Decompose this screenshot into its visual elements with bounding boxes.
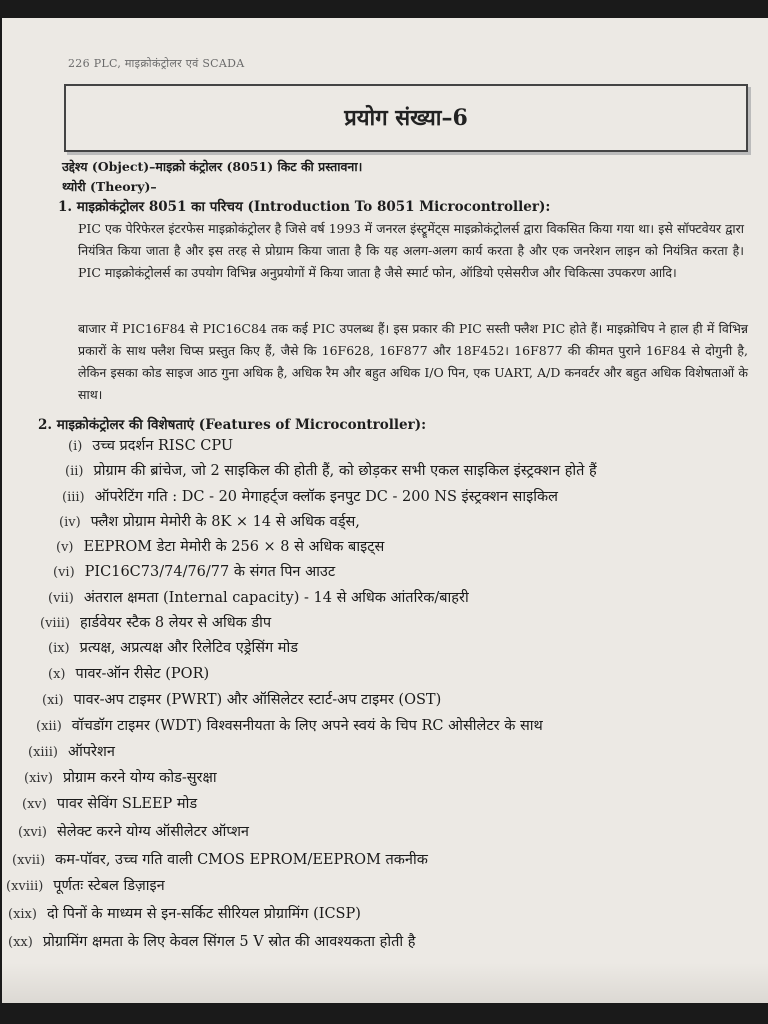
feature-text: प्रोग्रामिंग क्षमता के लिए केवल सिंगल 5 V स्रोत की आवश्यकता होती है — [42, 934, 416, 950]
feature-item — [48, 638, 298, 659]
feature-text: कम-पॉवर, उच्च गति वाली CMOS EPROM/EEPROM तकनीक — [55, 852, 428, 868]
feature-item — [28, 742, 115, 763]
feature-item — [12, 850, 428, 871]
section1-paragraph-2: बाजार में PIC16F84 से PIC16C84 तक कई PIC उपलब्ध हैं। इस प्रकार की PIC सस्ती फ्लैश PIC होते हैं। माइक्रोचिप ने हाल ही में विभिन्न प्रकारों के साथ फ्लैश चिप्स प्रस्तुत किए हैं, जैसे कि 16F628, 16F877 और 18F452। 16F877 की कीमत पुराने 16F84 से दोगुनी है, लेकिन इसका कोड साइज आठ गुना अधिक है, अधिक रैम और बहुत अधिक I/O पिन, एक UART, A/D कनवर्टर और बहुत अधिक विशेषताओं के साथ। — [78, 321, 748, 402]
feature-number: (ii) — [65, 464, 84, 479]
feature-text: फ्लैश प्रोग्राम मेमोरी के 8K × 14 से अधिक वर्ड्स, — [90, 514, 360, 530]
feature-item — [8, 904, 361, 925]
feature-text: प्रोग्राम करने योग्य कोड-सुरक्षा — [62, 770, 217, 786]
feature-text: ऑपरेटिंग गति : DC - 20 मेगाहर्ट्ज क्लॉक इनपुट DC - 200 NS इंस्ट्रक्शन साइकिल — [94, 489, 558, 505]
feature-item — [42, 690, 441, 711]
feature-number: (i) — [68, 439, 83, 454]
objective-line: उद्देश्य (Object)–माइक्रो कंट्रोलर (8051) किट की प्रस्तावना। — [62, 159, 363, 174]
feature-number: (xiii) — [28, 745, 58, 760]
feature-item — [36, 716, 543, 737]
feature-number: (xi) — [42, 693, 64, 708]
feature-item — [48, 664, 209, 685]
feature-text: प्रोग्राम की ब्रांचेज, जो 2 साइकिल की होती हैं, को छोड़कर सभी एकल साइकिल इंस्ट्रक्शन होते हैं — [93, 463, 597, 479]
feature-number: (xviii) — [6, 879, 44, 894]
page-bottom-shadow — [2, 963, 768, 1003]
feature-number: (xv) — [22, 797, 47, 812]
feature-text: हार्डवेयर स्टैक 8 लेयर से अधिक डीप — [79, 615, 272, 631]
feature-item — [22, 794, 197, 815]
feature-item — [40, 613, 271, 634]
feature-number: (ix) — [48, 641, 70, 656]
feature-item — [48, 588, 469, 609]
section1-heading: 1. माइक्रोकंट्रोलर 8051 का परिचय (Introduction To 8051 Microcontroller): — [58, 199, 551, 215]
feature-text: PIC16C73/74/76/77 के संगत पिन आउट — [84, 564, 336, 580]
feature-number: (xvii) — [12, 853, 46, 868]
feature-text: पावर-ऑन रीसेट (POR) — [75, 666, 210, 682]
feature-text: पावर-अप टाइमर (PWRT) और ऑसिलेटर स्टार्ट-अप टाइमर (OST) — [73, 692, 442, 708]
feature-text: पूर्णतः स्टेबल डिज़ाइन — [53, 878, 165, 894]
feature-item — [65, 461, 597, 482]
running-head: 226 PLC, माइक्रोकंट्रोलर एवं SCADA — [68, 57, 245, 70]
feature-text: प्रत्यक्ष, अप्रत्यक्ष और रिलेटिव एड्रेसिंग मोड — [79, 640, 298, 656]
page-title: प्रयोग संख्या–6 — [344, 105, 468, 131]
feature-number: (xvi) — [18, 825, 47, 840]
feature-number: (x) — [48, 667, 66, 682]
feature-number: (xii) — [36, 719, 62, 734]
feature-text: वॉचडॉग टाइमर (WDT) विश्वसनीयता के लिए अपने स्वयं के चिप RC ओसीलेटर के साथ — [71, 718, 543, 734]
feature-number: (iii) — [62, 490, 85, 505]
feature-text: सेलेक्ट करने योग्य ऑसीलेटर ऑप्शन — [56, 824, 249, 840]
feature-item — [18, 822, 249, 843]
feature-text: उच्च प्रदर्शन RISC CPU — [92, 438, 234, 454]
feature-number: (vii) — [48, 591, 74, 606]
feature-item — [59, 512, 360, 533]
feature-number: (vi) — [53, 565, 75, 580]
feature-text: पावर सेविंग SLEEP मोड — [56, 796, 198, 812]
feature-item — [24, 768, 217, 789]
feature-item — [56, 537, 384, 558]
feature-number: (iv) — [59, 515, 81, 530]
feature-item — [62, 487, 558, 508]
feature-number: (xix) — [8, 907, 37, 922]
feature-item — [68, 436, 233, 457]
feature-item — [53, 562, 335, 583]
feature-number: (v) — [56, 540, 74, 555]
title-box — [64, 84, 748, 152]
feature-number: (xiv) — [24, 771, 53, 786]
feature-number: (viii) — [40, 616, 70, 631]
feature-text: EEPROM डेटा मेमोरी के 256 × 8 से अधिक बाइट्स — [83, 539, 385, 555]
section1-paragraph-1: PIC एक पेरिफेरल इंटरफेस माइक्रोकंट्रोलर है जिसे वर्ष 1993 में जनरल इंस्ट्रूमेंट्स माइक्रोकंट्रोलर्स द्वारा विकसित किया गया था। इसे सॉफ्टवेयर द्वारा नियंत्रित किया जाता है और इस तरह से प्रोग्राम किया जाता है कि यह अलग-अलग कार्य करता है और एक जनरेशन लाइन को नियंत्रित करता है। PIC माइक्रोकंट्रोलर्स का उपयोग विभिन्न अनुप्रयोगों में किया जाता है जैसे स्मार्ट फोन, ऑडियो एसेसरीज और चिकित्सा उपकरण आदि। — [78, 221, 744, 280]
feature-item — [8, 932, 415, 953]
feature-text: अंतराल क्षमता (Internal capacity) - 14 से अधिक आंतरिक/बाहरी — [83, 590, 469, 606]
feature-item — [6, 876, 165, 897]
book-page — [2, 18, 768, 1003]
feature-text: दो पिनों के माध्यम से इन-सर्किट सीरियल प्रोग्रामिंग (ICSP) — [46, 906, 361, 922]
feature-number: (xx) — [8, 935, 33, 950]
theory-heading: थ्योरी (Theory)– — [62, 179, 157, 194]
feature-text: ऑपरेशन — [67, 744, 115, 760]
section2-heading: 2. माइक्रोकंट्रोलर की विशेषताएं (Features of Microcontroller): — [38, 417, 427, 433]
